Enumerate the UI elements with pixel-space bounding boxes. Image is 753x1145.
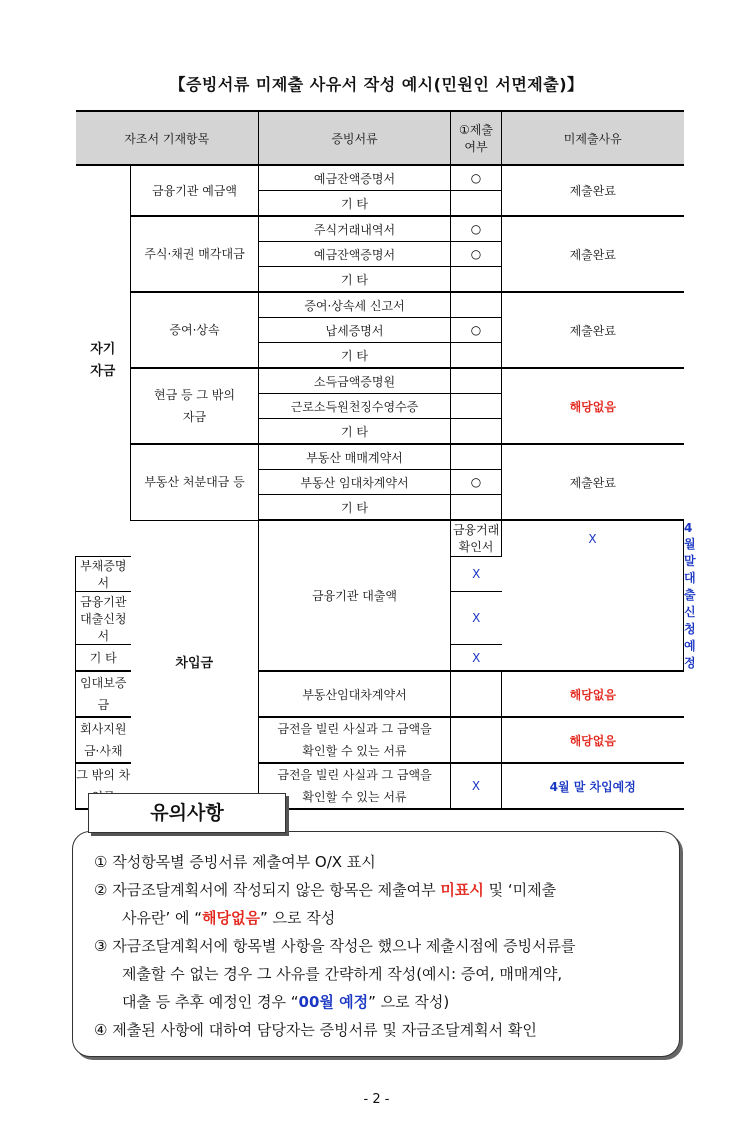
submit-mark: ○ <box>451 470 502 495</box>
doc-cell: 부채증명서 <box>76 556 131 592</box>
reason-cell: 해당없음 <box>502 671 684 717</box>
item-bank-loan: 금융기관 대출액 <box>259 520 451 671</box>
notice-item-4: ④ 제출된 사항에 대하여 담당자는 증빙서류 및 자금조달계획서 확인 <box>94 1021 537 1039</box>
notice-item-3-cont2 <box>94 988 664 1016</box>
submit-mark <box>451 368 502 394</box>
submit-mark: X <box>502 520 684 556</box>
table-row <box>76 216 684 242</box>
item-cash-etc-line1: 현금 등 그 밖의 <box>154 388 235 402</box>
notice-text: 사유란’ 에 “ <box>122 909 203 927</box>
item-realestate-sale: 부동산 처분대금 등 <box>131 444 259 520</box>
submit-mark <box>451 671 502 717</box>
doc-cell: 납세증명서 <box>259 318 451 343</box>
submit-mark <box>451 267 502 293</box>
submit-mark: ○ <box>451 216 502 242</box>
notice-item-2 <box>94 876 664 904</box>
page-title: 【증빙서류 미제출 사유서 작성 예시(민원인 서면제출)】 <box>169 75 584 94</box>
reason-cell: 제출완료 <box>502 165 684 216</box>
reason-cell: 해당없음 <box>502 368 684 444</box>
doc-cell: 기 타 <box>259 267 451 293</box>
notice-text: ” 으로 작성) <box>368 993 450 1011</box>
item-financial-deposit: 금융기관 예금액 <box>131 165 259 216</box>
notice-highlight-red: 미표시 <box>440 881 484 899</box>
submit-mark <box>451 394 502 419</box>
doc-line: 확인할 수 있는 서류 <box>302 790 407 804</box>
category-own-funds <box>76 165 131 556</box>
table-header-row <box>76 111 684 165</box>
doc-cell: 부동산 매매계약서 <box>259 444 451 470</box>
table-row <box>76 444 684 470</box>
notice-item-3: ③ 자금조달계획서에 항목별 사항을 작성은 했으나 제출시점에 증빙서류를 <box>94 937 576 955</box>
doc-cell: 기 타 <box>76 645 131 671</box>
submit-mark <box>451 444 502 470</box>
header-submitted <box>451 111 502 165</box>
doc-cell: 증여·상속세 신고서 <box>259 292 451 318</box>
doc-line: 금전을 빌린 사실과 그 금액을 <box>277 722 432 736</box>
notice-list <box>94 848 664 1044</box>
notice-text: 대출 등 추후 예정인 경우 “ <box>122 993 299 1011</box>
doc-cell: 부동산 임대차계약서 <box>259 470 451 495</box>
submit-mark: X <box>451 763 502 809</box>
submit-mark <box>451 343 502 369</box>
notice-highlight-red: 해당없음 <box>202 909 261 927</box>
header-item: 자조서 기재항목 <box>76 111 259 165</box>
reason-cell: 해당없음 <box>502 717 684 763</box>
notice-highlight-blue: 00월 예정 <box>298 993 369 1011</box>
reason-cell: 제출완료 <box>502 216 684 292</box>
table-row <box>76 165 684 191</box>
reason-cell: 제출완료 <box>502 444 684 520</box>
submit-mark: X <box>451 645 502 671</box>
item-cash-etc <box>131 368 259 444</box>
doc-cell: 소득금액증명원 <box>259 368 451 394</box>
submit-mark <box>451 292 502 318</box>
item-company-loan: 회사지원금·사채 <box>76 717 131 763</box>
item-gift-inherit: 증여·상속 <box>131 292 259 368</box>
item-stock-bond: 주식·채권 매각대금 <box>131 216 259 292</box>
reason-cell: 4월 말 차입예정 <box>502 763 684 809</box>
header-reason: 미제출사유 <box>502 111 684 165</box>
category-borrowed: 차입금 <box>131 520 259 809</box>
category-own-funds-line2: 자금 <box>90 363 116 379</box>
table-row: 차입금 금융기관 대출액 금융거래확인서 X 4월 말 대출신청 예정 <box>76 520 684 556</box>
doc-cell <box>259 763 451 809</box>
notice-item-3-cont: 제출할 수 없는 경우 그 사유를 간략하게 작성(예시: 증여, 매매계약, <box>122 965 563 983</box>
submit-mark: X <box>451 556 502 592</box>
doc-cell: 예금잔액증명서 <box>259 242 451 267</box>
item-other-loan: 그 밖의 차 <box>76 763 131 809</box>
doc-cell: 기 타 <box>259 191 451 217</box>
item-lease-deposit: 임대보증금 <box>76 671 131 717</box>
doc-cell: 금융거래확인서 <box>451 520 502 556</box>
header-submitted-line1: ①제출 <box>459 123 493 137</box>
evidence-table <box>75 110 696 810</box>
reason-cell: 제출완료 <box>502 292 684 368</box>
notice-title: 유의사항 <box>88 793 286 833</box>
submit-mark: ○ <box>451 242 502 267</box>
doc-cell: 부동산임대차계약서 <box>259 671 451 717</box>
notice-item-2-cont <box>94 904 664 932</box>
submit-mark: ○ <box>451 165 502 191</box>
submit-mark <box>451 717 502 763</box>
doc-cell: 기 타 <box>259 495 451 521</box>
doc-cell: 예금잔액증명서 <box>259 165 451 191</box>
submit-mark: ○ <box>451 318 502 343</box>
notice-text: ” 으로 작성 <box>260 909 336 927</box>
doc-cell: 기 타 <box>259 419 451 445</box>
page-number: - 2 - <box>363 1092 390 1107</box>
notice-item-1: ① 작성항목별 증빙서류 제출여부 O/X 표시 <box>94 853 376 871</box>
notice-text: 및 ‘미제출 <box>483 881 557 899</box>
submit-mark <box>451 191 502 217</box>
item-cash-etc-line2: 자금 <box>182 410 207 424</box>
doc-cell <box>259 717 451 763</box>
doc-cell: 주식거래내역서 <box>259 216 451 242</box>
category-own-funds-line1: 자기 <box>90 341 116 357</box>
doc-cell: 기 타 <box>259 343 451 369</box>
submit-mark <box>451 419 502 445</box>
header-submitted-line2: 여부 <box>464 140 488 154</box>
doc-cell: 근로소득원천징수영수증 <box>259 394 451 419</box>
submit-mark: X <box>451 592 502 645</box>
table-row <box>76 368 684 394</box>
notice-text: ② 자금조달계획서에 작성되지 않은 항목은 제출여부 <box>94 881 441 899</box>
doc-line: 확인할 수 있는 서류 <box>302 744 407 758</box>
submit-mark <box>451 495 502 521</box>
doc-line: 금전을 빌린 사실과 그 금액을 <box>277 768 432 782</box>
table-row <box>76 292 684 318</box>
doc-cell: 금융기관 대출신청서 <box>76 592 131 645</box>
header-evidence: 증빙서류 <box>259 111 451 165</box>
